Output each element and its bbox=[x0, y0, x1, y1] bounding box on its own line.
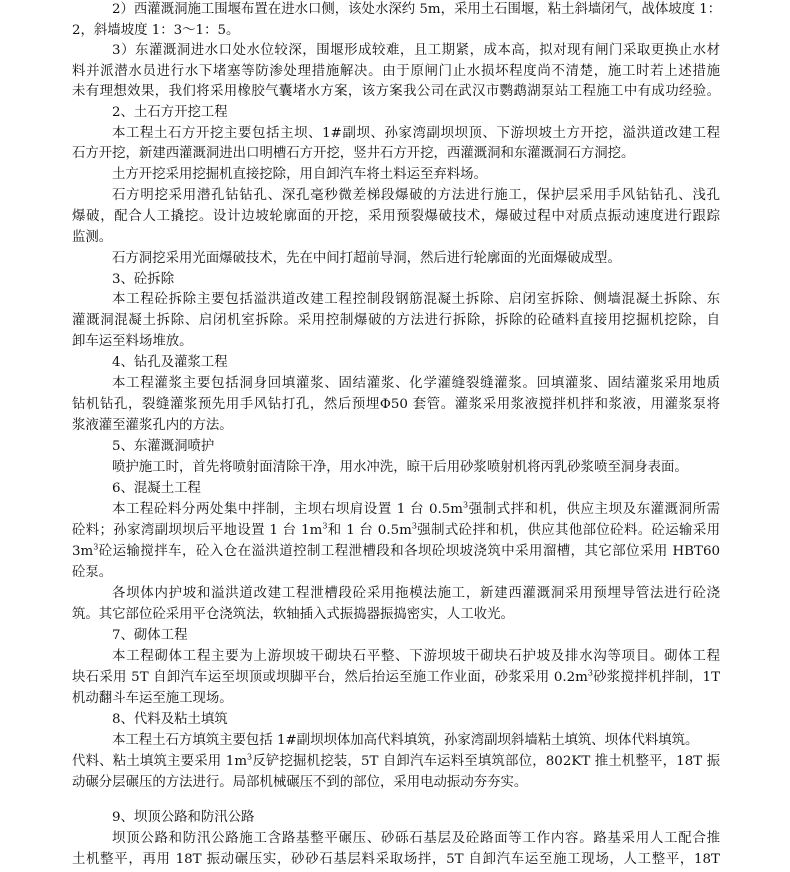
para-line: 动碾分层碾压的方法进行。局部机械碾压不到的部位，采用电动振动夯夯实。 bbox=[72, 775, 528, 790]
para-line: 土机整平，再用 18T 振动碾压实，砂砂石基层料采取场拌，5T 自卸汽车运至施工现场，人工整平，18T bbox=[72, 852, 720, 867]
para-line: 砼料；孙家湾副坝坝后平地设置 1 台 $1m^3$和 1 台 $0.5m^3$强制式砼拌和机，供应其他部位砼料。砼运输采用 bbox=[72, 521, 720, 538]
para-line: 灌溉洞混凝土拆除、启闭机室拆除。采用控制爆破的方法进行拆除，拆除的砼碴料直接用挖掘机挖除，自 bbox=[72, 313, 720, 328]
para-line: 各坝体内护坡和溢洪道改建工程泄槽段砼采用拖模法施工，新建西灌溉洞采用预埋导管法进行砼浇 bbox=[112, 586, 720, 601]
section-heading: 7、砌体工程 bbox=[112, 628, 188, 643]
para-line: 机动翻斗车运至施工现场。 bbox=[72, 691, 233, 706]
section-heading: 5、东灌溉洞喷护 bbox=[112, 439, 215, 454]
para-line: 本工程灌浆主要包括洞身回填灌浆、固结灌浆、化学灌缝裂缝灌浆。回填灌浆、固结灌浆采用地质 bbox=[112, 376, 720, 391]
para-line: 土方开挖采用挖掘机直接挖除，用自卸汽车将土料运至弃料场。 bbox=[112, 167, 487, 182]
section-heading: 2、土石方开挖工程 bbox=[112, 105, 228, 120]
para-line: 石方明挖采用潜孔钻钻孔、深孔毫秒微差梯段爆破的方法进行施工，保护层采用手风钻钻孔、浅孔 bbox=[112, 188, 720, 203]
para-line: 未有理想效果，我们将采用橡胶气囊堵水方案，该方案我公司在武汉市鹦鹉湖泵站工程施工中有成功经验。 bbox=[72, 84, 720, 99]
section-heading: 4、钻孔及灌浆工程 bbox=[112, 355, 228, 370]
para-line: 浆液灌至灌浆孔内的方法。 bbox=[72, 418, 233, 433]
para-line: 坝顶公路和防汛公路施工含路基整平碾压、砂砾石基层及砼路面等工作内容。路基采用人工配合推 bbox=[112, 831, 720, 846]
section-heading: 9、坝顶公路和防汛公路 bbox=[112, 810, 255, 825]
para-line: 砼泵。 bbox=[72, 565, 113, 580]
para-line: 本工程砼料分两处集中拌制，主坝右坝肩设置 1 台 $0.5m^3$强制式拌和机，供应主坝及东灌溉洞所需 bbox=[112, 500, 721, 517]
para-line: 代料、粘土填筑主要采用 $1m^3$反铲挖掘机挖装，5T 自卸汽车运料至填筑部位，802KT 推土机整平，18T 振 bbox=[72, 752, 720, 769]
para-line: 本工程砼拆除主要包括溢洪道改建工程控制段钢筋混凝土拆除、启闭室拆除、侧墙混凝土拆除、东 bbox=[112, 292, 720, 307]
para-line: 料并派潜水员进行水下堵塞等防渗处理措施解决。由于原闸门止水损坏程度尚不清楚，施工时若上述措施 bbox=[72, 64, 720, 79]
para-line: 钻机钻孔，裂缝灌浆预先用手风钻打孔，然后预埋Φ50 套管。灌浆采用浆液搅拌机拌和浆液，用灌浆泵将 bbox=[72, 397, 720, 412]
section-heading: 6、混凝土工程 bbox=[112, 481, 201, 496]
para-line: 石方开挖，新建西灌溉洞进出口明槽石方开挖，竖井石方开挖，西灌溉洞和东灌溉洞石方洞挖。 bbox=[72, 146, 635, 161]
para-line: $3m^3$砼运输搅拌车，砼入仓在溢洪道控制工程泄槽段和各坝砼坝坡浇筑中采用溜槽，其它部位采用 HBT60 bbox=[72, 542, 720, 559]
para-line: 卸车运至料场堆放。 bbox=[72, 334, 193, 349]
para-line: 块石采用 5T 自卸汽车运至坝顶或坝脚平台，然后抬运至施工作业面，砂浆采用 $0.2m^3$砂浆搅拌机拌制，1T bbox=[72, 668, 721, 685]
para-line: 本工程土石方填筑主要包括 1#副坝坝体加高代料填筑，孙家湾副坝斜墙粘土填筑、坝体代料填筑。 bbox=[112, 733, 699, 748]
para-line: 本工程砌体工程主要为上游坝坡干砌块石平整、下游坝坡干砌块石护坡及排水沟等项目。砌体工程 bbox=[112, 649, 720, 664]
para-line: 3）东灌溉洞进水口处水位较深，围堰形成较难，且工期紧，成本高，拟对现有闸门采取更换止水材 bbox=[112, 43, 720, 58]
para-line: 本工程土石方开挖主要包括主坝、1#副坝、孙家湾副坝坝顶、下游坝坡土方开挖，溢洪道改建工程 bbox=[112, 126, 720, 141]
para-line: 爆破，配合人工撬挖。设计边坡轮廓面的开挖，采用预裂爆破技术，爆破过程中对质点振动速度进行跟踪 bbox=[72, 209, 720, 224]
para-line: 监测。 bbox=[72, 230, 113, 245]
section-heading: 3、砼拆除 bbox=[112, 272, 175, 287]
section-heading: 8、代料及粘土填筑 bbox=[112, 712, 228, 727]
para-line: 2）西灌溉洞施工围堰布置在进水口侧，该处水深约 5m，采用土石围堰，粘土斜墙闭气，战体坡度 1： bbox=[112, 2, 722, 17]
para-line: 2，斜墙坡度 1：3～1：5。 bbox=[72, 23, 240, 38]
para-line: 喷护施工时，首先将喷射面清除干净，用水冲洗，晾干后用砂浆喷射机将丙乳砂浆喷至洞身表面。 bbox=[112, 460, 688, 475]
para-line: 筑。其它部位砼采用平仓浇筑法，软轴插入式振捣器振捣密实，人工收光。 bbox=[72, 607, 514, 622]
para-line: 石方洞挖采用光面爆破技术，先在中间打超前导洞，然后进行轮廓面的光面爆破成型。 bbox=[112, 251, 621, 266]
